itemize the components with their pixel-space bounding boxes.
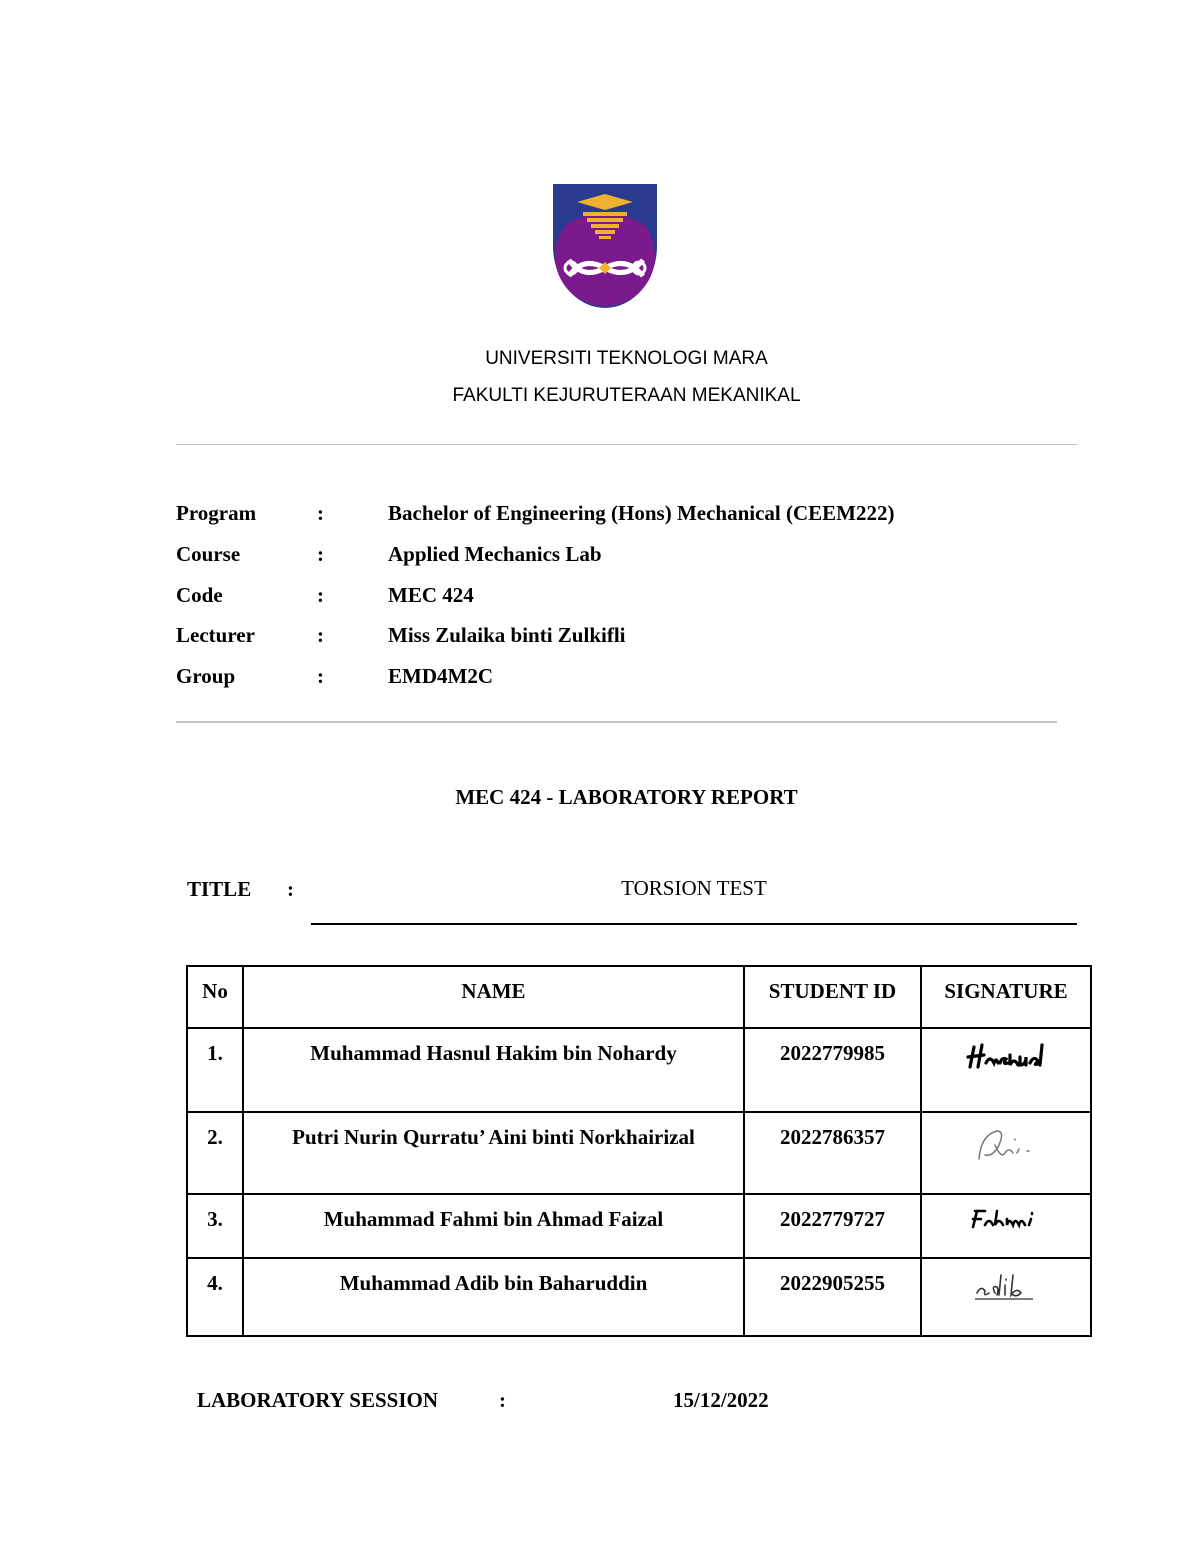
signature-image [964, 1041, 1048, 1075]
signature-cell [921, 1112, 1091, 1194]
info-colon: : [317, 623, 324, 647]
student-id: 2022779727 [744, 1194, 921, 1258]
student-id: 2022786357 [744, 1112, 921, 1194]
row-number: 2. [187, 1112, 243, 1194]
row-number: 4. [187, 1258, 243, 1336]
row-number: 3. [187, 1194, 243, 1258]
info-value: MEC 424 [388, 583, 474, 607]
header-student-id: STUDENT ID [744, 966, 921, 1028]
info-value: Applied Mechanics Lab [388, 542, 602, 566]
table-header-row [187, 966, 1091, 1028]
members-table [186, 965, 1092, 1337]
header-signature: SIGNATURE [921, 966, 1091, 1028]
university-logo [553, 184, 657, 312]
title-label: TITLE [187, 877, 252, 901]
signature-cell [921, 1258, 1091, 1336]
student-name: Muhammad Adib bin Baharuddin [243, 1258, 744, 1336]
table-row [187, 1258, 1091, 1336]
report-title: MEC 424 - LABORATORY REPORT [455, 785, 798, 809]
title-underline [311, 923, 1077, 925]
info-label: Program [176, 501, 257, 525]
lab-session-colon: : [499, 1388, 506, 1412]
header-no: No [187, 966, 243, 1028]
table-row [187, 1112, 1091, 1194]
info-colon: : [317, 583, 324, 607]
info-value: EMD4M2C [388, 664, 493, 688]
row-number: 1. [187, 1028, 243, 1112]
student-name: Muhammad Fahmi bin Ahmad Faizal [243, 1194, 744, 1258]
info-label: Code [176, 583, 223, 607]
faculty-name: FAKULTI KEJURUTERAAN MEKANIKAL [452, 385, 801, 406]
signature-cell [921, 1028, 1091, 1112]
title-colon: : [287, 877, 294, 901]
info-colon: : [317, 501, 324, 525]
header-name: NAME [243, 966, 744, 1028]
info-label: Group [176, 664, 236, 688]
info-colon: : [317, 542, 324, 566]
signature-cell [921, 1194, 1091, 1258]
info-label: Course [176, 542, 241, 566]
university-name: UNIVERSITI TEKNOLOGI MARA [485, 348, 768, 369]
signature-image [971, 1125, 1041, 1165]
student-id: 2022779985 [744, 1028, 921, 1112]
table-row [187, 1028, 1091, 1112]
lab-session-label: LABORATORY SESSION [197, 1388, 439, 1412]
signature-image [971, 1271, 1041, 1305]
table-row [187, 1194, 1091, 1258]
student-id: 2022905255 [744, 1258, 921, 1336]
divider-line [176, 444, 1077, 445]
info-value: Miss Zulaika binti Zulkifli [388, 623, 626, 647]
student-name: Putri Nurin Qurratu’ Aini binti Norkhairizal [243, 1112, 744, 1194]
student-name: Muhammad Hasnul Hakim bin Nohardy [243, 1028, 744, 1112]
info-label: Lecturer [176, 623, 255, 647]
signature-image [969, 1207, 1043, 1231]
divider-line [176, 721, 1057, 723]
title-value: TORSION TEST [621, 876, 767, 900]
info-colon: : [317, 664, 324, 688]
lab-session-date: 15/12/2022 [673, 1388, 769, 1412]
info-value: Bachelor of Engineering (Hons) Mechanical (CEEM222) [388, 501, 895, 525]
